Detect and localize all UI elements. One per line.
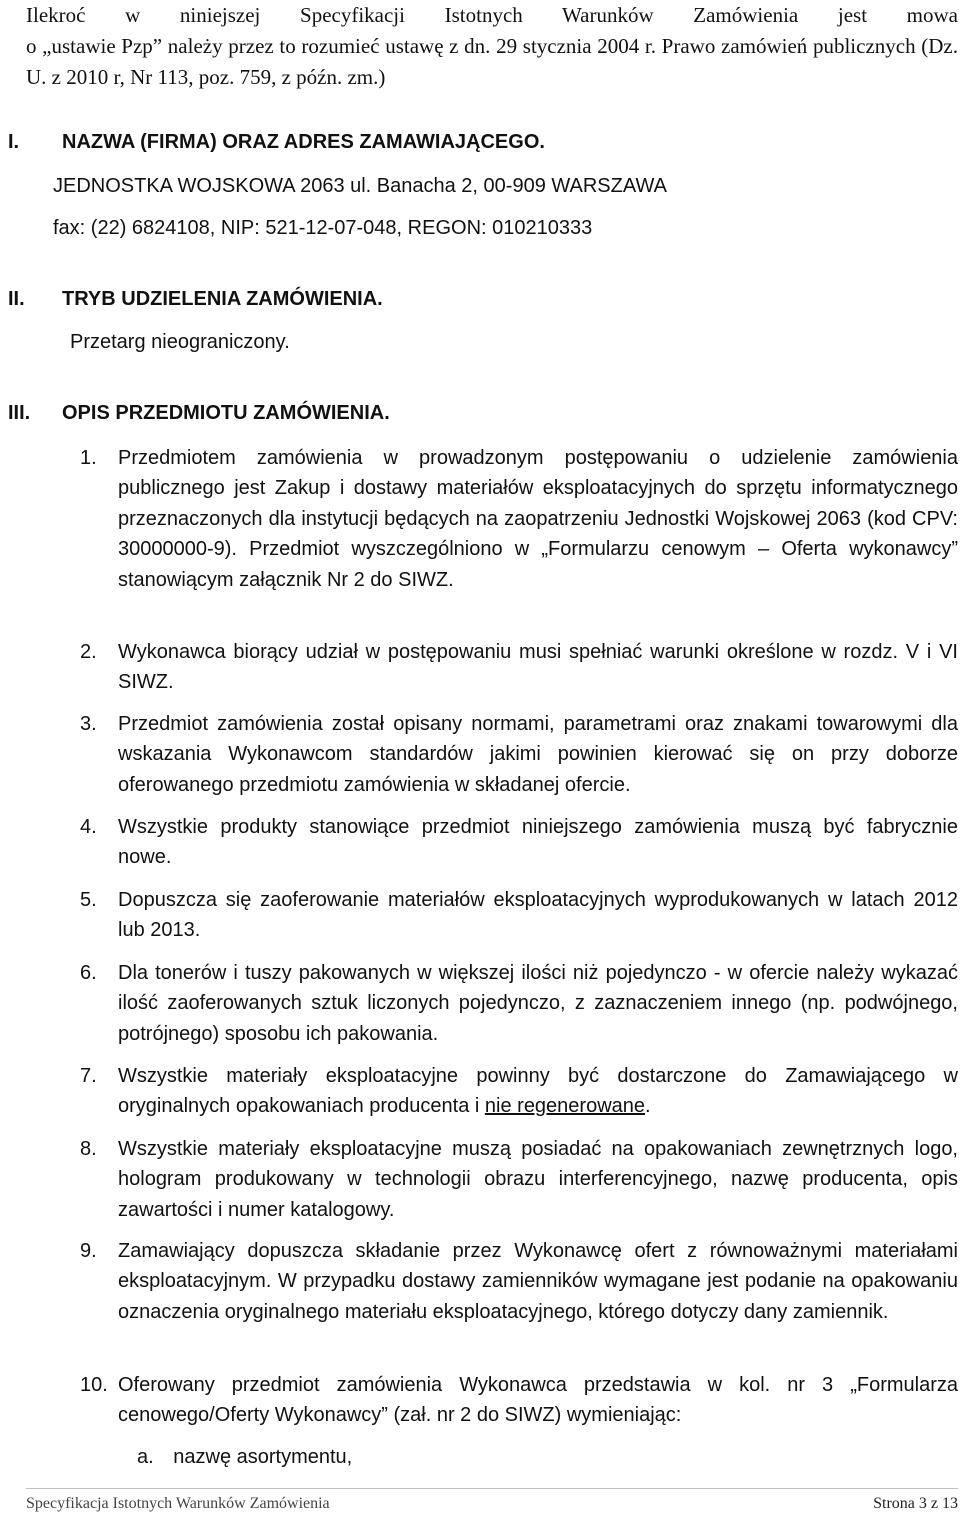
list-item-number: 3. (80, 713, 97, 735)
list-item-number: 6. (80, 962, 97, 984)
list-item-number: 2. (80, 641, 97, 663)
sub-list-item-text: nazwę asortymentu, (173, 1446, 353, 1468)
list-item-text (118, 1061, 958, 1122)
section-2-title: TRYB UDZIELENIA ZAMÓWIENIA. (62, 288, 383, 310)
list-item-text: Zamawiający dopuszcza składanie przez Wykonawcę ofert z równoważnymi materiałami eksploatacyjnym. W przypadku dostawy zamienników wymagane jest podanie na opakowaniu oznaczenia oryginalnego materiału eksploatacyjnego, którego dotyczy dany zamiennik. (118, 1240, 958, 1323)
underlined-phrase: nie regenerowane (484, 1095, 646, 1118)
intro-line-1: Ilekroć w niniejszej Specyfikacji Istotnych Warunków Zamówienia jest mowa (26, 3, 958, 27)
list-item (80, 958, 958, 1049)
list-item-number: 1. (80, 447, 97, 469)
footer-document-title: Specyfikacja Istotnych Warunków Zamówienia (26, 1495, 330, 1512)
list-item (80, 885, 958, 946)
list-item-text: Przedmiot zamówienia został opisany normami, parametrami oraz znakami towarowymi dla wskazania Wykonawcom standardów jakimi powinien kierować się on przy doborze oferowanego przedmiotu zamówienia w składanej ofercie. (118, 713, 958, 796)
section-3-number: III. (8, 402, 31, 424)
list-item-number: 8. (80, 1138, 97, 1160)
list-item-number: 10. (80, 1374, 108, 1396)
list-item-text: Oferowany przedmiot zamówienia Wykonawca przedstawia w kol. nr 3 „Formularza cenowego/Oferty Wykonawcy” (zał. nr 2 do SIWZ) wymieniając: (118, 1374, 958, 1427)
list-item (80, 1134, 958, 1225)
list-item-text: Dla tonerów i tuszy pakowanych w większej ilości niż pojedynczo - w ofercie należy wykazać ilość zaoferowanych sztuk liczonych pojedynczo, z zaznaczeniem innego (np. podwójnego, potrójnego) sposobu ich pakowania. (118, 962, 958, 1045)
list-item-text: Wszystkie materiały eksploatacyjne muszą posiadać na opakowaniach zewnętrznych logo, hologram produkowany w technologii obrazu interferencyjnego, nazwę producenta, opis zawartości i numer katalogowy. (118, 1138, 958, 1221)
list-item-text: Wszystkie produkty stanowiące przedmiot niniejszego zamówienia muszą być fabrycznie nowe. (118, 816, 958, 869)
list-item-text-part: Wszystkie materiały eksploatacyjne powinny być dostarczone do Zamawiającego w oryginalnych opakowaniach producenta i (118, 1065, 958, 1118)
section-1-address: JEDNOSTKA WOJSKOWA 2063 ul. Banacha 2, 00-909 WARSZAWA (53, 175, 667, 197)
section-1-contact: fax: (22) 6824108, NIP: 521-12-07-048, REGON: 010210333 (53, 217, 593, 239)
list-item (80, 812, 958, 873)
list-item (80, 709, 958, 800)
intro-paragraph (26, 0, 958, 93)
section-3-title: OPIS PRZEDMIOTU ZAMÓWIENIA. (62, 402, 390, 424)
footer-page-number: Strona 3 z 13 (873, 1495, 958, 1512)
section-2-mode: Przetarg nieograniczony. (70, 331, 290, 353)
list-item-number: 9. (80, 1240, 97, 1262)
list-item-number: 5. (80, 889, 97, 911)
page-footer (26, 1495, 958, 1521)
list-item-number: 7. (80, 1065, 97, 1087)
section-1-number: I. (8, 131, 20, 153)
list-item-text: Przedmiotem zamówienia w prowadzonym postępowaniu o udzielenie zamówienia publicznego jest Zakup i dostawy materiałów eksploatacyjnych do sprzętu informatycznego przeznaczonych dla instytucji będących na zaopatrzeniu Jednostki Wojskowej 2063 (kod CPV: 30000000-9). Przedmiot wyszczególniono w „Formularzu cenowym – Oferta wykonawcy” stanowiącym załącznik Nr 2 do SIWZ. (118, 447, 958, 591)
list-item (80, 1370, 958, 1431)
intro-line-2: o „ustawie Pzp” należy przez to rozumieć ustawę z dn. 29 stycznia 2004 r. Prawo zamówień publicznych (Dz. U. z 2010 r, Nr 113, poz. 759, z późn. zm.) (26, 34, 958, 89)
list-item-text: Dopuszcza się zaoferowanie materiałów eksploatacyjnych wyprodukowanych w latach 2012 lub 2013. (118, 889, 958, 942)
footer-divider (26, 1488, 958, 1489)
list-item (80, 1061, 958, 1122)
section-1-title: NAZWA (FIRMA) ORAZ ADRES ZAMAWIAJĄCEGO. (62, 131, 545, 153)
sub-list-item-letter: a. (137, 1446, 154, 1468)
list-item-number: 4. (80, 816, 97, 838)
section-2-number: II. (8, 288, 25, 310)
sub-list-item (137, 1446, 352, 1469)
list-item (80, 443, 958, 595)
list-item-text: Wykonawca biorący udział w postępowaniu musi spełniać warunki określone w rozdz. V i VI SIWZ. (118, 641, 958, 694)
list-item-text-end: . (645, 1095, 651, 1118)
list-item (80, 1236, 958, 1327)
list-item (80, 637, 958, 698)
